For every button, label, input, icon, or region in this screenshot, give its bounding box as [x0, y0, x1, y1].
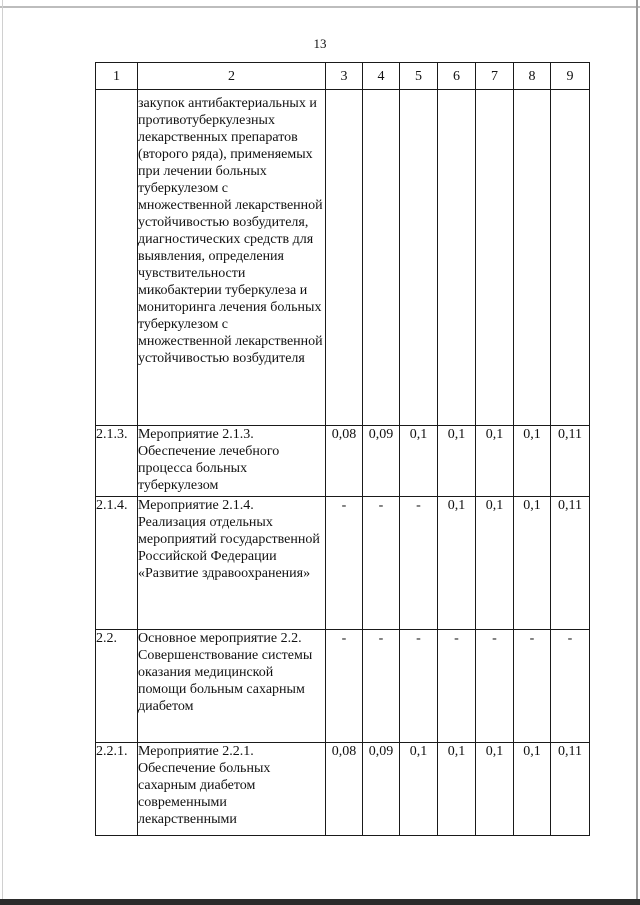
value-cell: 0,1 — [400, 426, 438, 497]
value-cell: - — [400, 630, 438, 743]
row-description: закупок антибактериальных и противотуберкулезных лекарственных препаратов (второго ряда), применяемых при лечении больных туберкулезом с множественной лекарственной устойчивостью возбудителя, диагностических средств для выявления, определения чувствительности микобактерии туберкулеза и мониторинга лечения больных туберкулезом с множественной лекарственной устойчивостью возбудителя — [138, 90, 326, 426]
value-cell: 0,1 — [400, 743, 438, 836]
row-description: Мероприятие 2.1.3. Обеспечение лечебного процесса больных туберкулезом — [138, 426, 326, 497]
value-cell: - — [326, 497, 363, 630]
value-cell: - — [363, 630, 400, 743]
value-cell: 0,09 — [363, 743, 400, 836]
header-cell-5: 5 — [400, 63, 438, 90]
value-cell: 0,1 — [476, 497, 514, 630]
value-cell: 0,1 — [438, 497, 476, 630]
header-row — [96, 63, 590, 90]
row-description: Основное мероприятие 2.2. Совершенствование системы оказания медицинской помощи больным сахарным диабетом — [138, 630, 326, 743]
value-cell: 0,08 — [326, 743, 363, 836]
value-cell: 0,1 — [514, 743, 551, 836]
value-cell: 0,09 — [363, 426, 400, 497]
header-cell-7: 7 — [476, 63, 514, 90]
value-cell: - — [514, 630, 551, 743]
table-row — [96, 497, 590, 630]
header-cell-6: 6 — [438, 63, 476, 90]
value-cell — [476, 90, 514, 426]
value-cell: - — [326, 630, 363, 743]
value-cell: 0,08 — [326, 426, 363, 497]
scan-edge-top — [0, 6, 640, 8]
value-cell — [363, 90, 400, 426]
header-cell-9: 9 — [551, 63, 590, 90]
header-cell-4: 4 — [363, 63, 400, 90]
scan-edge-bottom — [0, 899, 640, 905]
row-description: Мероприятие 2.2.1. Обеспечение больных сахарным диабетом современными лекарственными — [138, 743, 326, 836]
table-row — [96, 426, 590, 497]
value-cell: 0,11 — [551, 497, 590, 630]
page-number: 13 — [313, 36, 327, 51]
value-cell — [400, 90, 438, 426]
scan-edge-right — [636, 0, 638, 905]
value-cell — [551, 90, 590, 426]
value-cell: - — [551, 630, 590, 743]
value-cell: - — [438, 630, 476, 743]
scan-edge-left — [2, 0, 3, 905]
value-cell — [326, 90, 363, 426]
row-number — [96, 90, 138, 426]
value-cell: 0,1 — [438, 743, 476, 836]
value-cell: 0,1 — [438, 426, 476, 497]
value-cell — [514, 90, 551, 426]
value-cell: 0,1 — [514, 497, 551, 630]
table-row — [96, 90, 590, 426]
table-row — [96, 630, 590, 743]
value-cell: - — [400, 497, 438, 630]
value-cell: - — [363, 497, 400, 630]
row-number: 2.2. — [96, 630, 138, 743]
row-number: 2.2.1. — [96, 743, 138, 836]
value-cell: 0,1 — [514, 426, 551, 497]
value-cell: 0,1 — [476, 426, 514, 497]
row-number: 2.1.3. — [96, 426, 138, 497]
header-cell-8: 8 — [514, 63, 551, 90]
header-cell-2: 2 — [138, 63, 326, 90]
row-number: 2.1.4. — [96, 497, 138, 630]
table-row — [96, 743, 590, 836]
value-cell: 0,11 — [551, 426, 590, 497]
row-description: Мероприятие 2.1.4. Реализация отдельных мероприятий государственной Российской Федерации «Развитие здравоохранения» — [138, 497, 326, 630]
header-cell-3: 3 — [326, 63, 363, 90]
value-cell: 0,11 — [551, 743, 590, 836]
program-table — [95, 62, 590, 836]
value-cell: 0,1 — [476, 743, 514, 836]
header-cell-1: 1 — [96, 63, 138, 90]
value-cell: - — [476, 630, 514, 743]
value-cell — [438, 90, 476, 426]
